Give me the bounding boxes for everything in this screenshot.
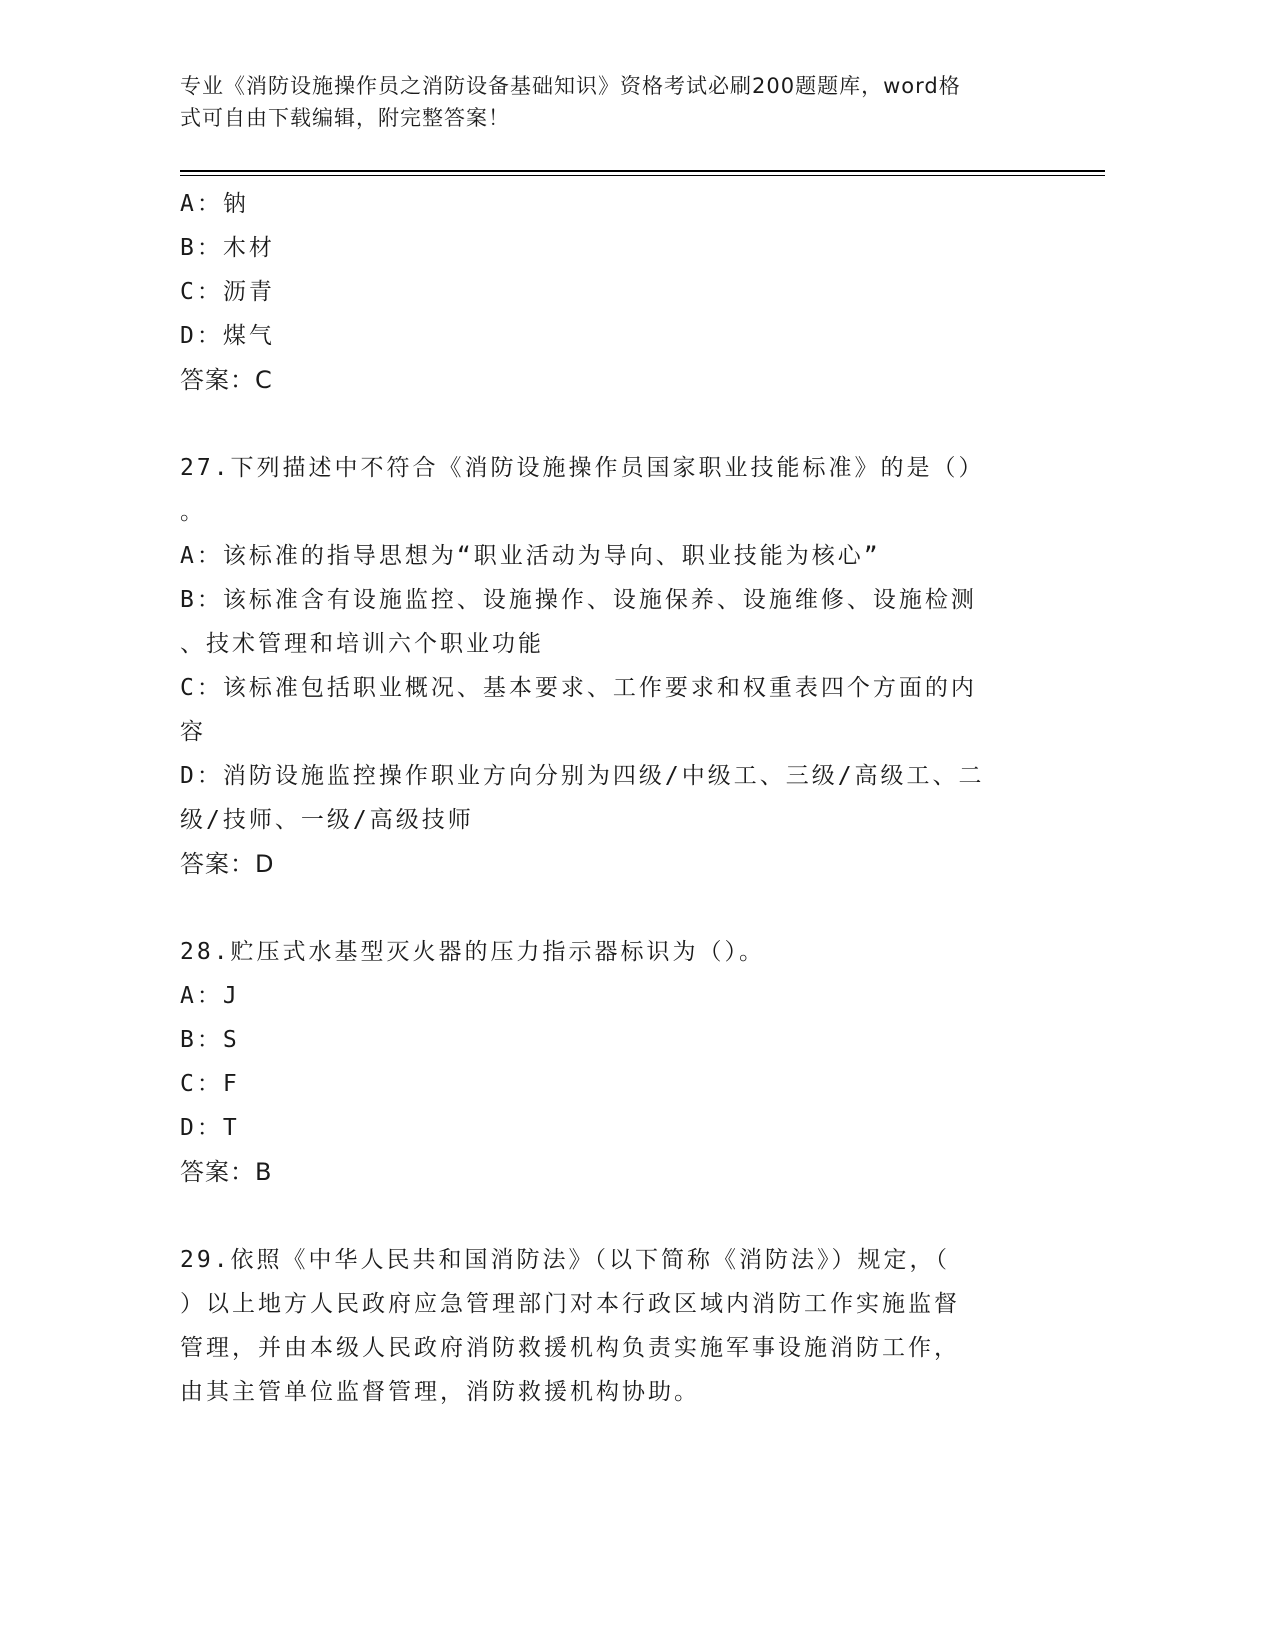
question-stem: 27.下列描述中不符合《消防设施操作员国家职业技能标准》的是（）: [180, 455, 985, 481]
spacer: [180, 886, 1030, 930]
option-c: C：沥青: [180, 279, 275, 305]
option-d: D：消防设施监控操作职业方向分别为四级/中级工、三级/高级工、二: [180, 763, 985, 789]
header-line-2: 式可自由下载编辑，附完整答案！: [180, 106, 510, 130]
header-line-1: 专业《消防设施操作员之消防设备基础知识》资格考试必刷200题题库，word格: [180, 74, 961, 98]
question-stem-cont: ）以上地方人民政府应急管理部门对本行政区域内消防工作实施监督: [180, 1291, 960, 1317]
question-content: [180, 182, 1030, 1414]
question-28: [180, 930, 1030, 1194]
option-c: C：F: [180, 1071, 240, 1097]
answer-line: 答案：D: [180, 850, 275, 878]
question-stem-cont: 。: [180, 499, 206, 525]
option-b: B：该标准含有设施监控、设施操作、设施保养、设施维修、设施检测: [180, 587, 977, 613]
option-a: A：该标准的指导思想为“职业活动为导向、职业技能为核心”: [180, 543, 881, 569]
spacer: [180, 402, 1030, 446]
spacer: [180, 1194, 1030, 1238]
question-stem: 29.依照《中华人民共和国消防法》（以下简称《消防法》）规定，（: [180, 1247, 951, 1273]
question-stem-cont: 由其主管单位监督管理，消防救援机构协助。: [180, 1379, 700, 1405]
option-b: B：S: [180, 1027, 240, 1053]
option-a: A：J: [180, 983, 240, 1009]
answer-line: 答案：C: [180, 366, 273, 394]
document-header: [180, 70, 1060, 134]
header-divider-thin: [180, 175, 1105, 176]
option-d: D：T: [180, 1115, 240, 1141]
option-c: C：该标准包括职业概况、基本要求、工作要求和权重表四个方面的内: [180, 675, 977, 701]
option-d-cont: 级/技师、一级/高级技师: [180, 807, 474, 833]
option-b: B：木材: [180, 235, 275, 261]
question-29: [180, 1238, 1030, 1414]
header-divider-thick: [180, 170, 1105, 172]
option-a: A：钠: [180, 191, 249, 217]
option-d: D：煤气: [180, 323, 275, 349]
question-stem: 28.贮压式水基型灭火器的压力指示器标识为（）。: [180, 939, 766, 965]
question-stem-cont: 管理，并由本级人民政府消防救援机构负责实施军事设施消防工作，: [180, 1335, 960, 1361]
answer-line: 答案：B: [180, 1158, 273, 1186]
option-c-cont: 容: [180, 719, 206, 745]
question-27: [180, 446, 1030, 886]
option-b-cont: 、技术管理和培训六个职业功能: [180, 631, 544, 657]
question-26-tail: [180, 182, 1030, 402]
